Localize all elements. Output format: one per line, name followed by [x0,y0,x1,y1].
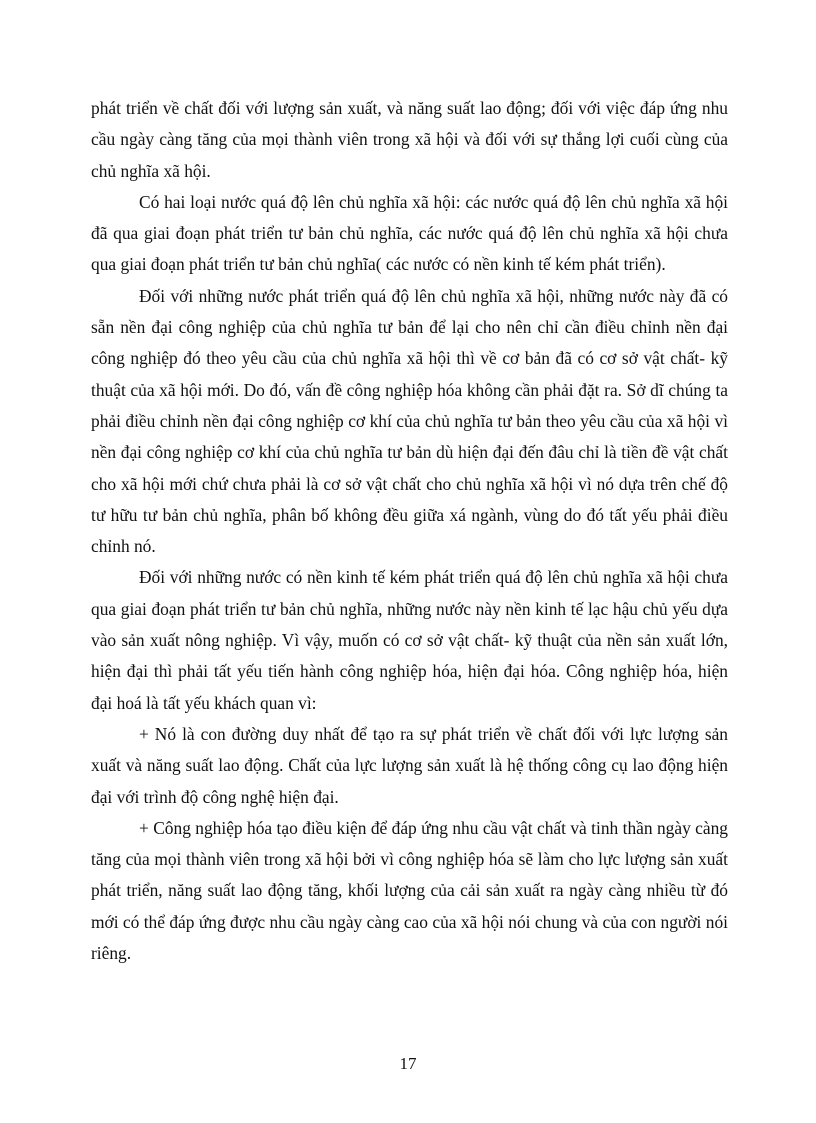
paragraph-bullet-needs: + Công nghiệp hóa tạo điều kiện để đáp ứng nhu cầu vật chất và tinh thần ngày càng tăng của mọi thành viên trong xã hội bởi vì công nghiệp hóa sẽ làm cho lực lượng sản xuất phát triển, năng suất lao động tăng, khối lượng của cải sản xuất ra ngày càng nhiều từ đó mới có thể đáp ứng được nhu cầu ngày càng cao của xã hội nói chung và của con người nói riêng. [91,817,728,964]
paragraph-continuation: phát triển về chất đối với lượng sản xuất, và năng suất lao động; đối với việc đáp ứng nhu cầu ngày càng tăng của mọi thành viên trong xã hội và đối với sự thắng lợi cuối cùng của chủ nghĩa xã hội. [91,98,728,181]
paragraph-underdeveloped-countries: Đối với những nước có nền kinh tế kém phát triển quá độ lên chủ nghĩa xã hội chưa qua giai đoạn phát triển tư bản chủ nghĩa, những nước này nền kinh tế lạc hậu chủ yếu dựa vào sản xuất nông nghiệp. Vì vậy, muốn có cơ sở vật chất- kỹ thuật của nền sản xuất lớn, hiện đại thì phải tất yếu tiến hành công nghiệp hóa, hiện đại hóa. Công nghiệp hóa, hiện đại hoá là tất yếu khách quan vì: [91,567,728,713]
paragraph-bullet-productivity: + Nó là con đường duy nhất để tạo ra sự phát triển về chất đối với lực lượng sản xuất và năng suất lao động. Chất của lực lượng sản xuất là hệ thống công cụ lao động hiện đại với trình độ công nghệ hiện đại. [91,723,728,807]
paragraph-two-types-of-countries: Có hai loại nước quá độ lên chủ nghĩa xã hội: các nước quá độ lên chủ nghĩa xã hội đã qua giai đoạn phát triển tư bản chủ nghĩa, các nước quá độ lên chủ nghĩa xã hội chưa qua giai đoạn phát triển tư bản chủ nghĩa( các nước có nền kinh tế kém phát triển). [91,191,728,275]
page-number: 17 [399,1054,417,1073]
paragraph-developed-countries: Đối với những nước phát triển quá độ lên chủ nghĩa xã hội, những nước này đã có sẵn nền đại công nghiệp của chủ nghĩa tư bản để lại cho nên chỉ cần điều chỉnh nền đại công nghiệp đó theo yêu cầu của chủ nghĩa xã hội thì về cơ bản đã có cơ sở vật chất- kỹ thuật của xã hội mới. Do đó, vấn đề công nghiệp hóa không cần phải đặt ra. Sở dĩ chúng ta phải điều chỉnh nền đại công nghiệp cơ khí của chủ nghĩa tư bản theo yêu cầu của xã hội vì nền đại công nghiệp cơ khí của chủ nghĩa tư bản dù hiện đại đến đâu chỉ là tiền đề vật chất cho xã hội mới chứ chưa phải là cơ sở vật chất cho chủ nghĩa xã hội vì nó dựa trên chế độ tư hữu tư bản chủ nghĩa, phân bố không đều giữa xá ngành, vùng do đó tất yếu phải điều chỉnh nó. [91,285,728,557]
